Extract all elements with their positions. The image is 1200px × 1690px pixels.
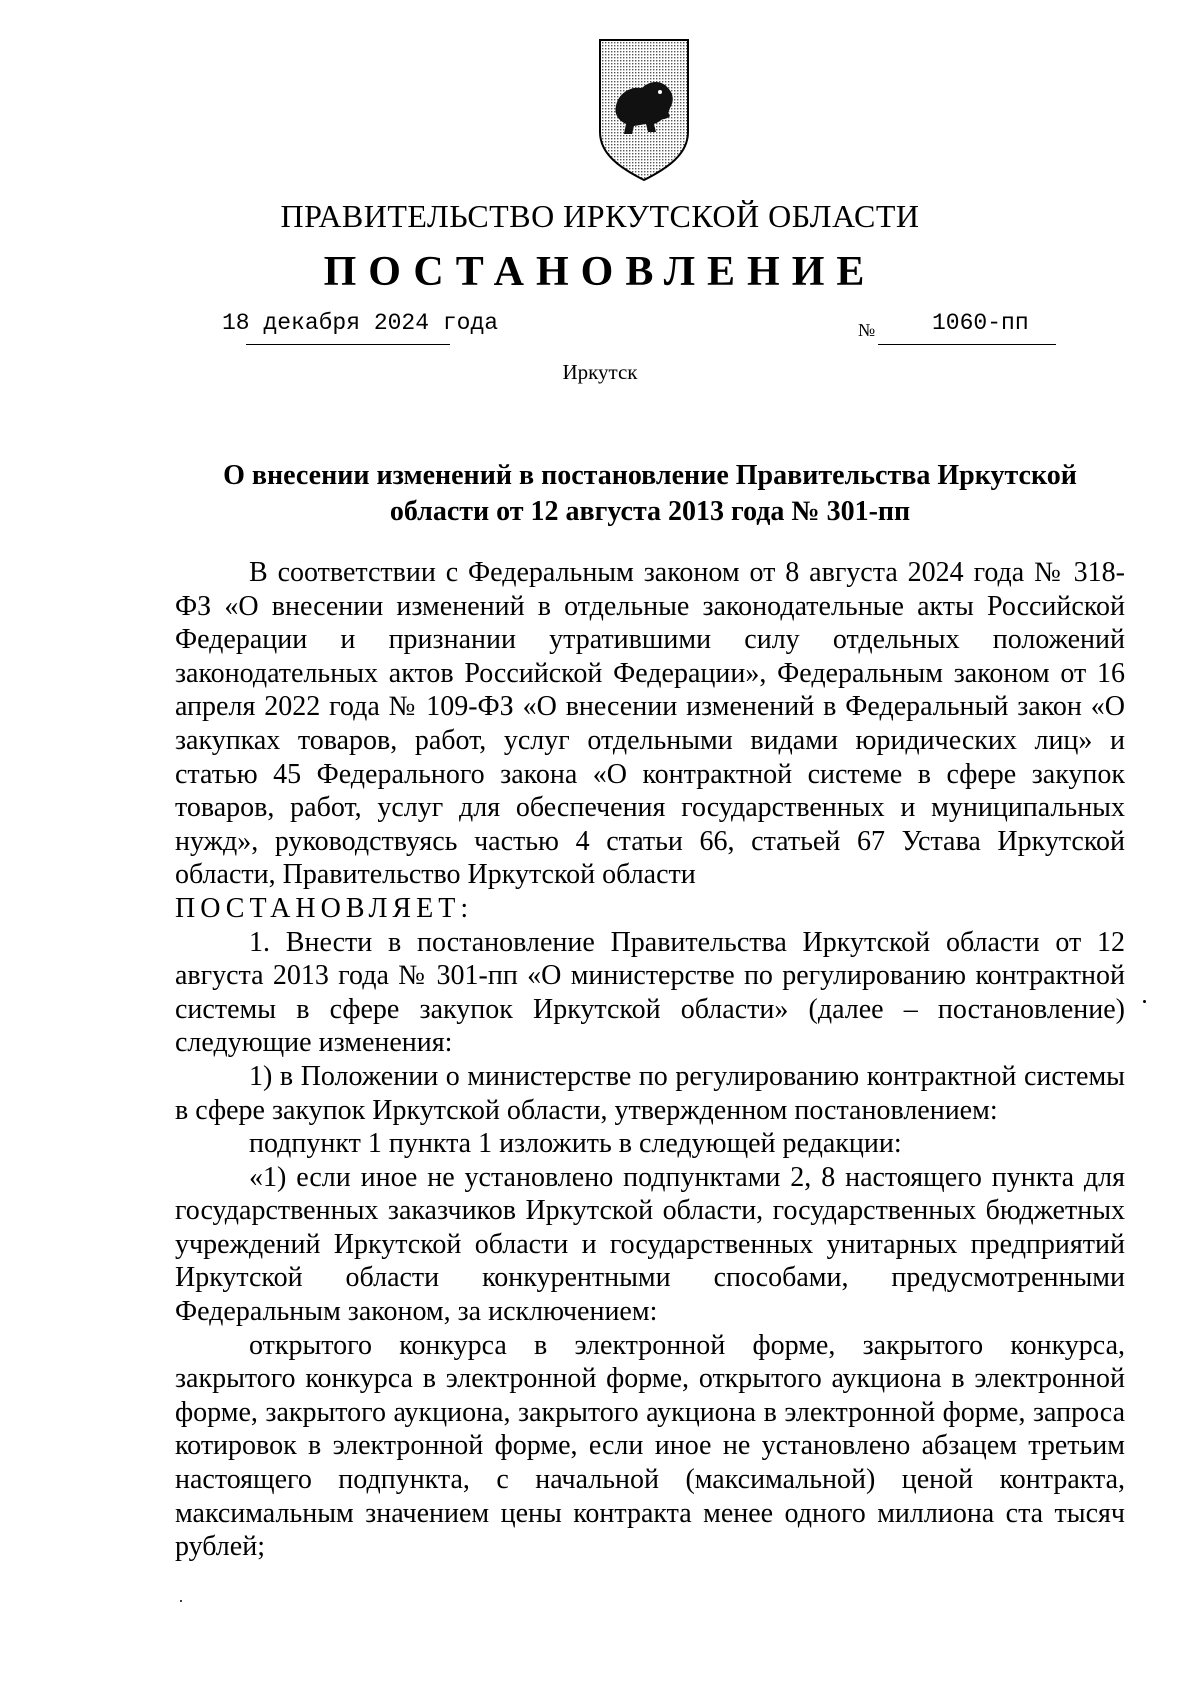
instruction-paragraph: подпункт 1 пункта 1 изложить в следующей редакции: — [249, 1128, 902, 1160]
date-underline — [246, 344, 450, 345]
number-underline — [878, 344, 1056, 345]
subitem-1-paragraph: 1) в Положении о министерстве по регулированию контрактной системы в сфере закупок Иркутской области, утвержденном постановлением: — [175, 1060, 1125, 1126]
scan-speck — [180, 1600, 182, 1602]
document-number: 1060-пп — [932, 310, 1029, 336]
document-body — [175, 556, 1125, 1564]
coat-of-arms-emblem — [596, 36, 692, 184]
number-sign: № — [858, 320, 876, 340]
document-subject: О внесении изменений в постановление Правительства Иркутской области от 12 августа 2013 года № 301-пп — [223, 460, 1077, 527]
item-1-paragraph: 1. Внести в постановление Правительства Иркутской области от 12 августа 2013 года № 301-пп «О министерстве по регулированию контрактной системы в сфере закупок Иркутской области» (далее – постановление) следующие изменения: — [175, 926, 1125, 1059]
resolves-heading: ПОСТАНОВЛЯЕТ: — [175, 892, 474, 924]
document-type-heading: ПОСТАНОВЛЕНИЕ — [323, 249, 877, 295]
scan-speck — [1143, 1000, 1146, 1003]
preamble-paragraph: В соответствии с Федеральным законом от 8 августа 2024 года № 318-ФЗ «О внесении изменений в отдельные законодательные акты Российской Федерации и признании утратившими силу отдельных положений законодательных актов Российской Федерации», Федеральным законом от 16 апреля 2022 года № 109-ФЗ «О внесении изменений в Федеральный закон «О закупках товаров, работ, услуг отдельными видами юридических лиц» и статью 45 Федерального закона «О контрактной системе в сфере закупок товаров, работ, услуг для обеспечения государственных и муниципальных нужд», руководствуясь частью 4 статьи 66, статьей 67 Устава Иркутской области, Правительство Иркутской области — [175, 557, 1125, 891]
quoted-clause-paragraph: «1) если иное не установлено подпунктами 2, 8 настоящего пункта для государственных заказчиков Иркутской области, государственных бюджетных учреждений Иркутской области и государственных унитарных предприятий Иркутской области конкурентными способами, предусмотренными Федеральным законом, за исключением: — [175, 1161, 1125, 1328]
government-title: ПРАВИТЕЛЬСТВО ИРКУТСКОЙ ОБЛАСТИ — [280, 198, 920, 234]
exceptions-paragraph: открытого конкурса в электронной форме, закрытого конкурса, закрытого конкурса в электронной форме, открытого аукциона в электронной форме, закрытого аукциона, закрытого аукциона в электронной форме, запроса котировок в электронной форме, если иное не установлено абзацем третьим настоящего подпункта, с начальной (максимальной) ценой контракта, максимальным значением цены контракта менее одного миллиона ста тысяч рублей; — [175, 1329, 1125, 1563]
city-name: Иркутск — [562, 360, 638, 384]
document-date: 18 декабря 2024 года — [222, 310, 499, 336]
